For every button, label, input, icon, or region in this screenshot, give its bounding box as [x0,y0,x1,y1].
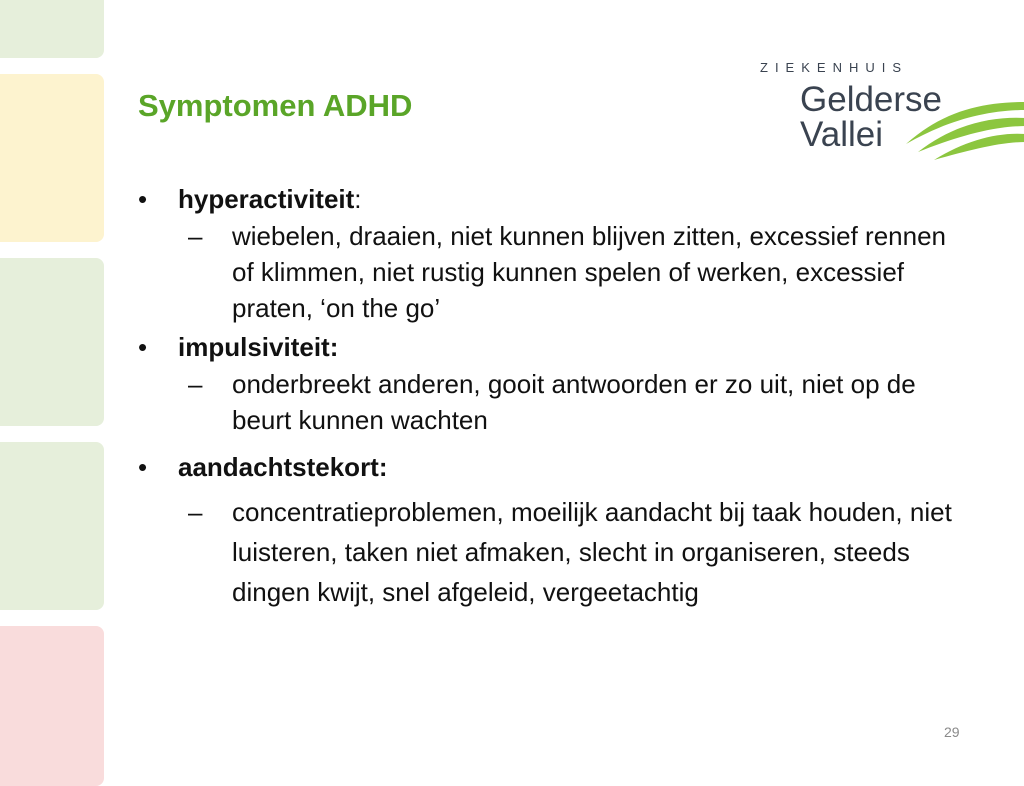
bullet-heading-colon: : [354,184,362,214]
sub-list [178,492,968,612]
sub-list [178,366,968,438]
bullet-item [138,180,968,326]
dash-icon: – [188,369,203,399]
bullet-icon: • [138,452,148,482]
slide-title: Symptomen ADHD [138,88,413,123]
logo-name-line2: Vallei [800,115,884,154]
bullet-item [138,328,968,438]
bullet-list [138,180,968,612]
bullet-heading-wrapper [178,180,968,218]
sidebar-block-green-top [0,0,104,58]
sidebar-block-red [0,626,104,786]
bullet-icon: • [138,184,148,214]
logo-name-line1: Gelderse [800,80,943,119]
sidebar-block-green [0,442,104,610]
logo-top-text: ZIEKENHUIS [760,60,909,75]
dash-icon: – [188,221,203,251]
sub-item-text: onderbreekt anderen, gooit antwoorden er zo uit, niet op de beurt kunnen wachten [232,369,916,435]
dash-icon: – [188,497,203,527]
logo-waves-icon [904,96,1024,162]
bullet-icon: • [138,332,148,362]
sidebar-block-green [0,258,104,426]
sub-list [178,218,968,326]
sub-item-text: wiebelen, draaien, niet kunnen blijven zitten, excessief rennen of klimmen, niet rustig kunnen spelen of werken, excessief praten, ‘on the go’ [232,221,947,323]
sub-item [188,366,968,438]
sub-item [188,218,968,326]
bullet-heading: aandachtstekort: [178,452,388,482]
bullet-item [138,448,968,612]
page-number: 29 [944,724,960,740]
sub-item [188,492,968,612]
hospital-logo [752,56,1024,166]
sidebar-block-yellow [0,74,104,242]
sub-item-text: concentratieproblemen, moeilijk aandacht bij taak houden, niet luisteren, taken niet afmaken, slecht in organiseren, steeds dingen kwijt, snel afgeleid, vergeetachtig [232,497,952,607]
bullet-heading: impulsiviteit: [178,332,339,362]
bullet-heading: hyperactiviteit [178,184,355,214]
